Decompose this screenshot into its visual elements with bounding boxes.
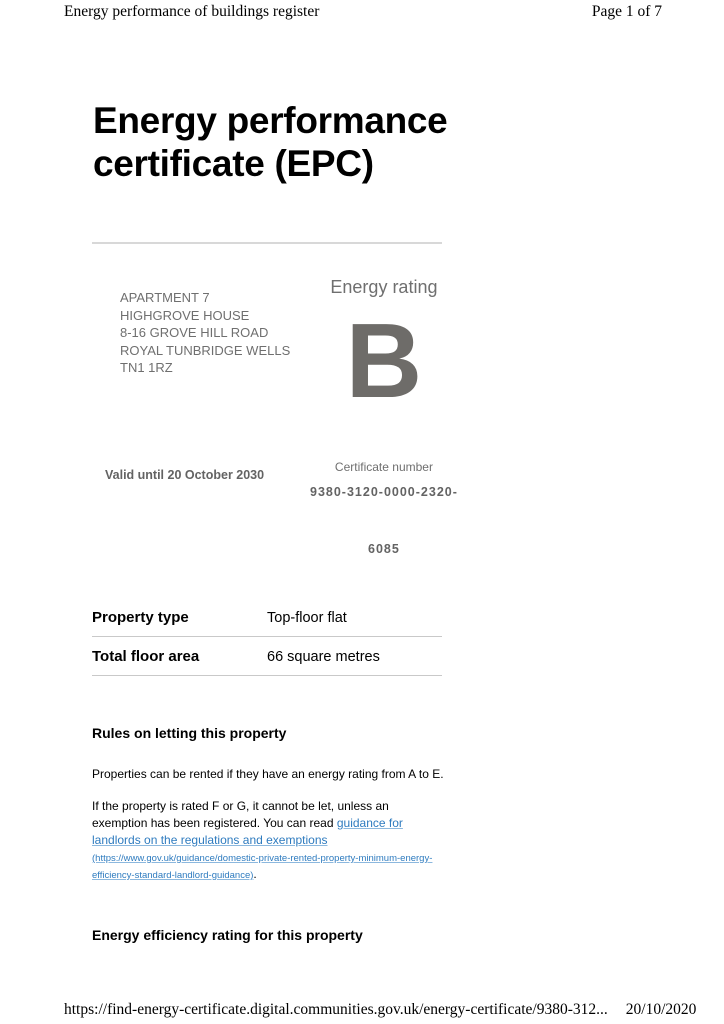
paragraph-text: If the property is rated F or G, it cannot be let, unless an exemption has been registered. You can read [92,799,389,830]
address-line: HIGHGROVE HOUSE [120,307,250,323]
print-header-title: Energy performance of buildings register [64,3,320,20]
rules-section-heading: Rules on letting this property [92,725,287,741]
link-text[interactable]: guidance for landlords on the regulations and exemptions [92,816,403,847]
table-row [92,637,442,676]
print-footer [64,1001,697,1019]
link-url-text[interactable]: (https://www.gov.uk/guidance/domestic-private-rented-property-minimum-energy-efficiency-standard-landlord-guidance) [92,853,433,881]
address-line: 8-16 GROVE HILL ROAD [120,325,269,340]
paragraph-text: . [253,867,257,881]
letting-rules-paragraph-2 [92,798,444,883]
letting-rules-paragraph-1: Properties can be rented if they have an energy rating from A to E. [92,767,444,781]
energy-rating-label: Energy rating [330,277,438,297]
energy-efficiency-section-heading: Energy efficiency rating for this property [92,927,363,943]
certificate-number-label: Certificate number [334,460,433,474]
property-type-value: Top-floor flat [267,610,347,626]
valid-until-text: Valid until 20 October 2030 [105,468,265,482]
certificate-number-part1: 9380-3120-0000-2320- [310,485,458,499]
certificate-number-box [310,400,458,556]
energy-rating-box [310,277,458,420]
address-line: TN1 1RZ [120,360,173,375]
print-footer-url: https://find-energy-certificate.digital.communities.gov.uk/energy-certificate/9380-312... [64,1001,608,1018]
property-type-label: Property type [92,609,189,626]
certificate-number-part2: 6085 [368,542,400,556]
certificate-page [92,0,458,943]
property-facts-table [92,598,442,676]
section-divider [92,242,442,244]
address-line: ROYAL TUNBRIDGE WELLS [120,342,291,358]
address-line: APARTMENT 7 [120,290,210,305]
total-floor-area-value: 66 square metres [267,649,380,665]
certificate-summary [92,277,458,556]
page-title: Energy performance certificate (EPC) [93,100,448,184]
energy-rating-value: B [345,302,423,420]
table-row [92,598,442,637]
print-header-page-number: Page 1 of 7 [591,3,662,20]
total-floor-area-label: Total floor area [92,648,200,665]
property-address [92,277,310,400]
print-footer-date: 20/10/2020 [625,1001,697,1018]
